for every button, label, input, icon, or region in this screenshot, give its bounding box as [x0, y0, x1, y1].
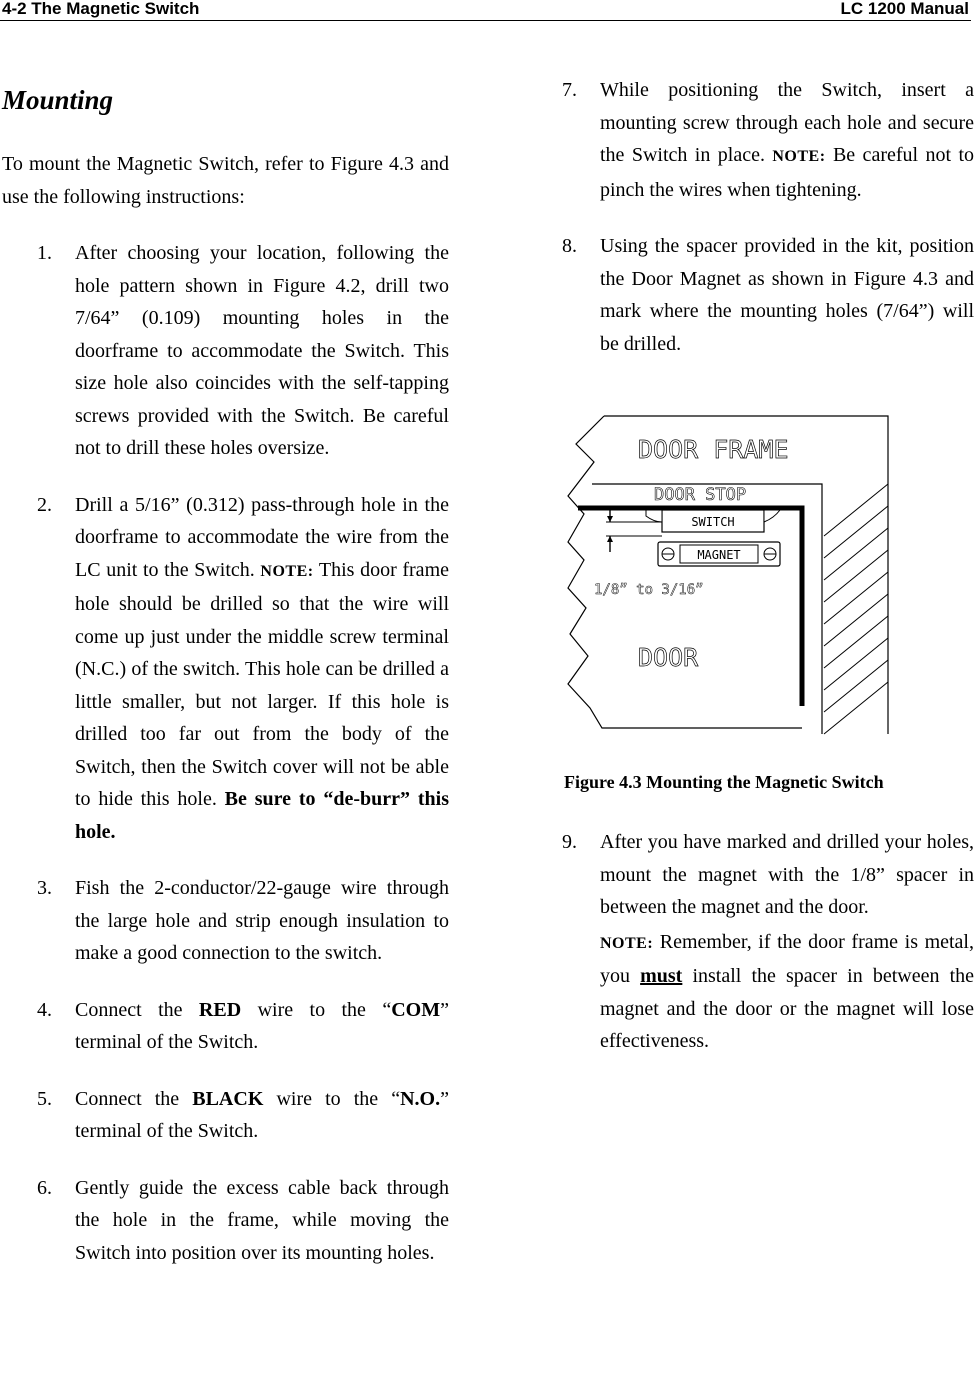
list-item: 8. Using the spacer provided in the kit, position the Door Magnet as shown in Figure 4.3 and mark where the mounting holes (7/64”) will be drilled.	[562, 235, 974, 355]
mounting-figure	[562, 412, 890, 737]
list-item: 6. Gently guide the excess cable back through the hole in the frame, while moving the Switch into position over its mounting holes.	[37, 1176, 449, 1264]
door-label: DOOR	[638, 643, 699, 672]
door-stop-label: DOOR STOP	[654, 485, 747, 505]
switch-tab-right	[764, 510, 780, 522]
right-column-lower	[562, 826, 974, 1058]
note-label: NOTE:	[600, 934, 654, 952]
emphasis: Be sure to “de-burr” this hole.	[75, 788, 449, 843]
door-edge-line	[578, 508, 802, 706]
emphasis-must: must	[640, 965, 683, 987]
note-label: NOTE:	[772, 148, 826, 165]
list-item: 7. While positioning the Switch, insert a mounting screw through each hole and secure the Switch in place. NOTE: Be careful not to pinch the wires when tightening.	[562, 79, 974, 201]
list-item: 1. After choosing your location, following the hole pattern shown in Figure 4.2, drill two 7/64” (0.109) mounting holes in the doorframe to accommodate the Switch. This size hole also coincides with the self-tapping screws provided with the Switch. Be careful not to drill these holes oversize.	[37, 242, 449, 459]
figure-caption: Figure 4.3 Mounting the Magnetic Switch	[564, 772, 884, 792]
list-item: 4. Connect the RED wire to the “COM” terminal of the Switch.	[37, 998, 449, 1053]
section-title: Mounting	[2, 85, 114, 115]
steps-list-right	[562, 74, 974, 360]
note-block: NOTE: Remember, if the door frame is metal, you must install the spacer in between the magnet and the door or the magnet will lose effectiveness.	[600, 930, 975, 1052]
steps-list-right-lower	[562, 826, 974, 1058]
note-label: NOTE:	[260, 562, 314, 580]
header-manual-title: LC 1200 Manual	[840, 0, 969, 18]
left-column	[2, 80, 449, 1269]
magnet-label: MAGNET	[697, 548, 741, 562]
list-item: 3. Fish the 2-conductor/22-gauge wire through the large hole and strip enough insulation to make a good connection to the switch.	[37, 877, 449, 964]
gap-label: 1/8” to 3/16”	[594, 582, 704, 598]
page-header	[0, 0, 971, 21]
list-item: 9. After you have marked and drilled your holes, mount the magnet with the 1/8” spacer in between the magnet and the door. NOTE: Remember, if the door frame is metal, you must install the spacer in between the magnet and the door or the magnet will lose effectiveness.	[562, 826, 974, 1058]
switch-tab-left	[646, 510, 662, 522]
right-column	[562, 74, 974, 360]
header-section-title: 4-2 The Magnetic Switch	[2, 0, 200, 18]
door-frame-label: DOOR FRAME	[638, 435, 789, 464]
intro-paragraph: To mount the Magnetic Switch, refer to Figure 4.3 and use the following instructions:	[2, 153, 449, 208]
switch-label: SWITCH	[691, 515, 735, 529]
list-item: 2. Drill a 5/16” (0.312) pass-through hole in the doorframe to accommodate the wire from the LC unit to the Switch. NOTE: This door frame hole should be drilled so that the wire will come up just under the middle screw terminal (N.C.) of the switch. This hole can be drilled a little smaller, but not larger. If this hole is drilled too far out from the body of the Switch, then the Switch cover will not be able to hide this hole. Be sure to “de-burr” this hole.	[37, 493, 449, 843]
hatch-lines	[824, 484, 888, 734]
steps-list-left	[2, 237, 449, 1269]
list-item: 5. Connect the BLACK wire to the “N.O.” terminal of the Switch.	[37, 1087, 449, 1142]
door-diagram	[562, 412, 890, 737]
